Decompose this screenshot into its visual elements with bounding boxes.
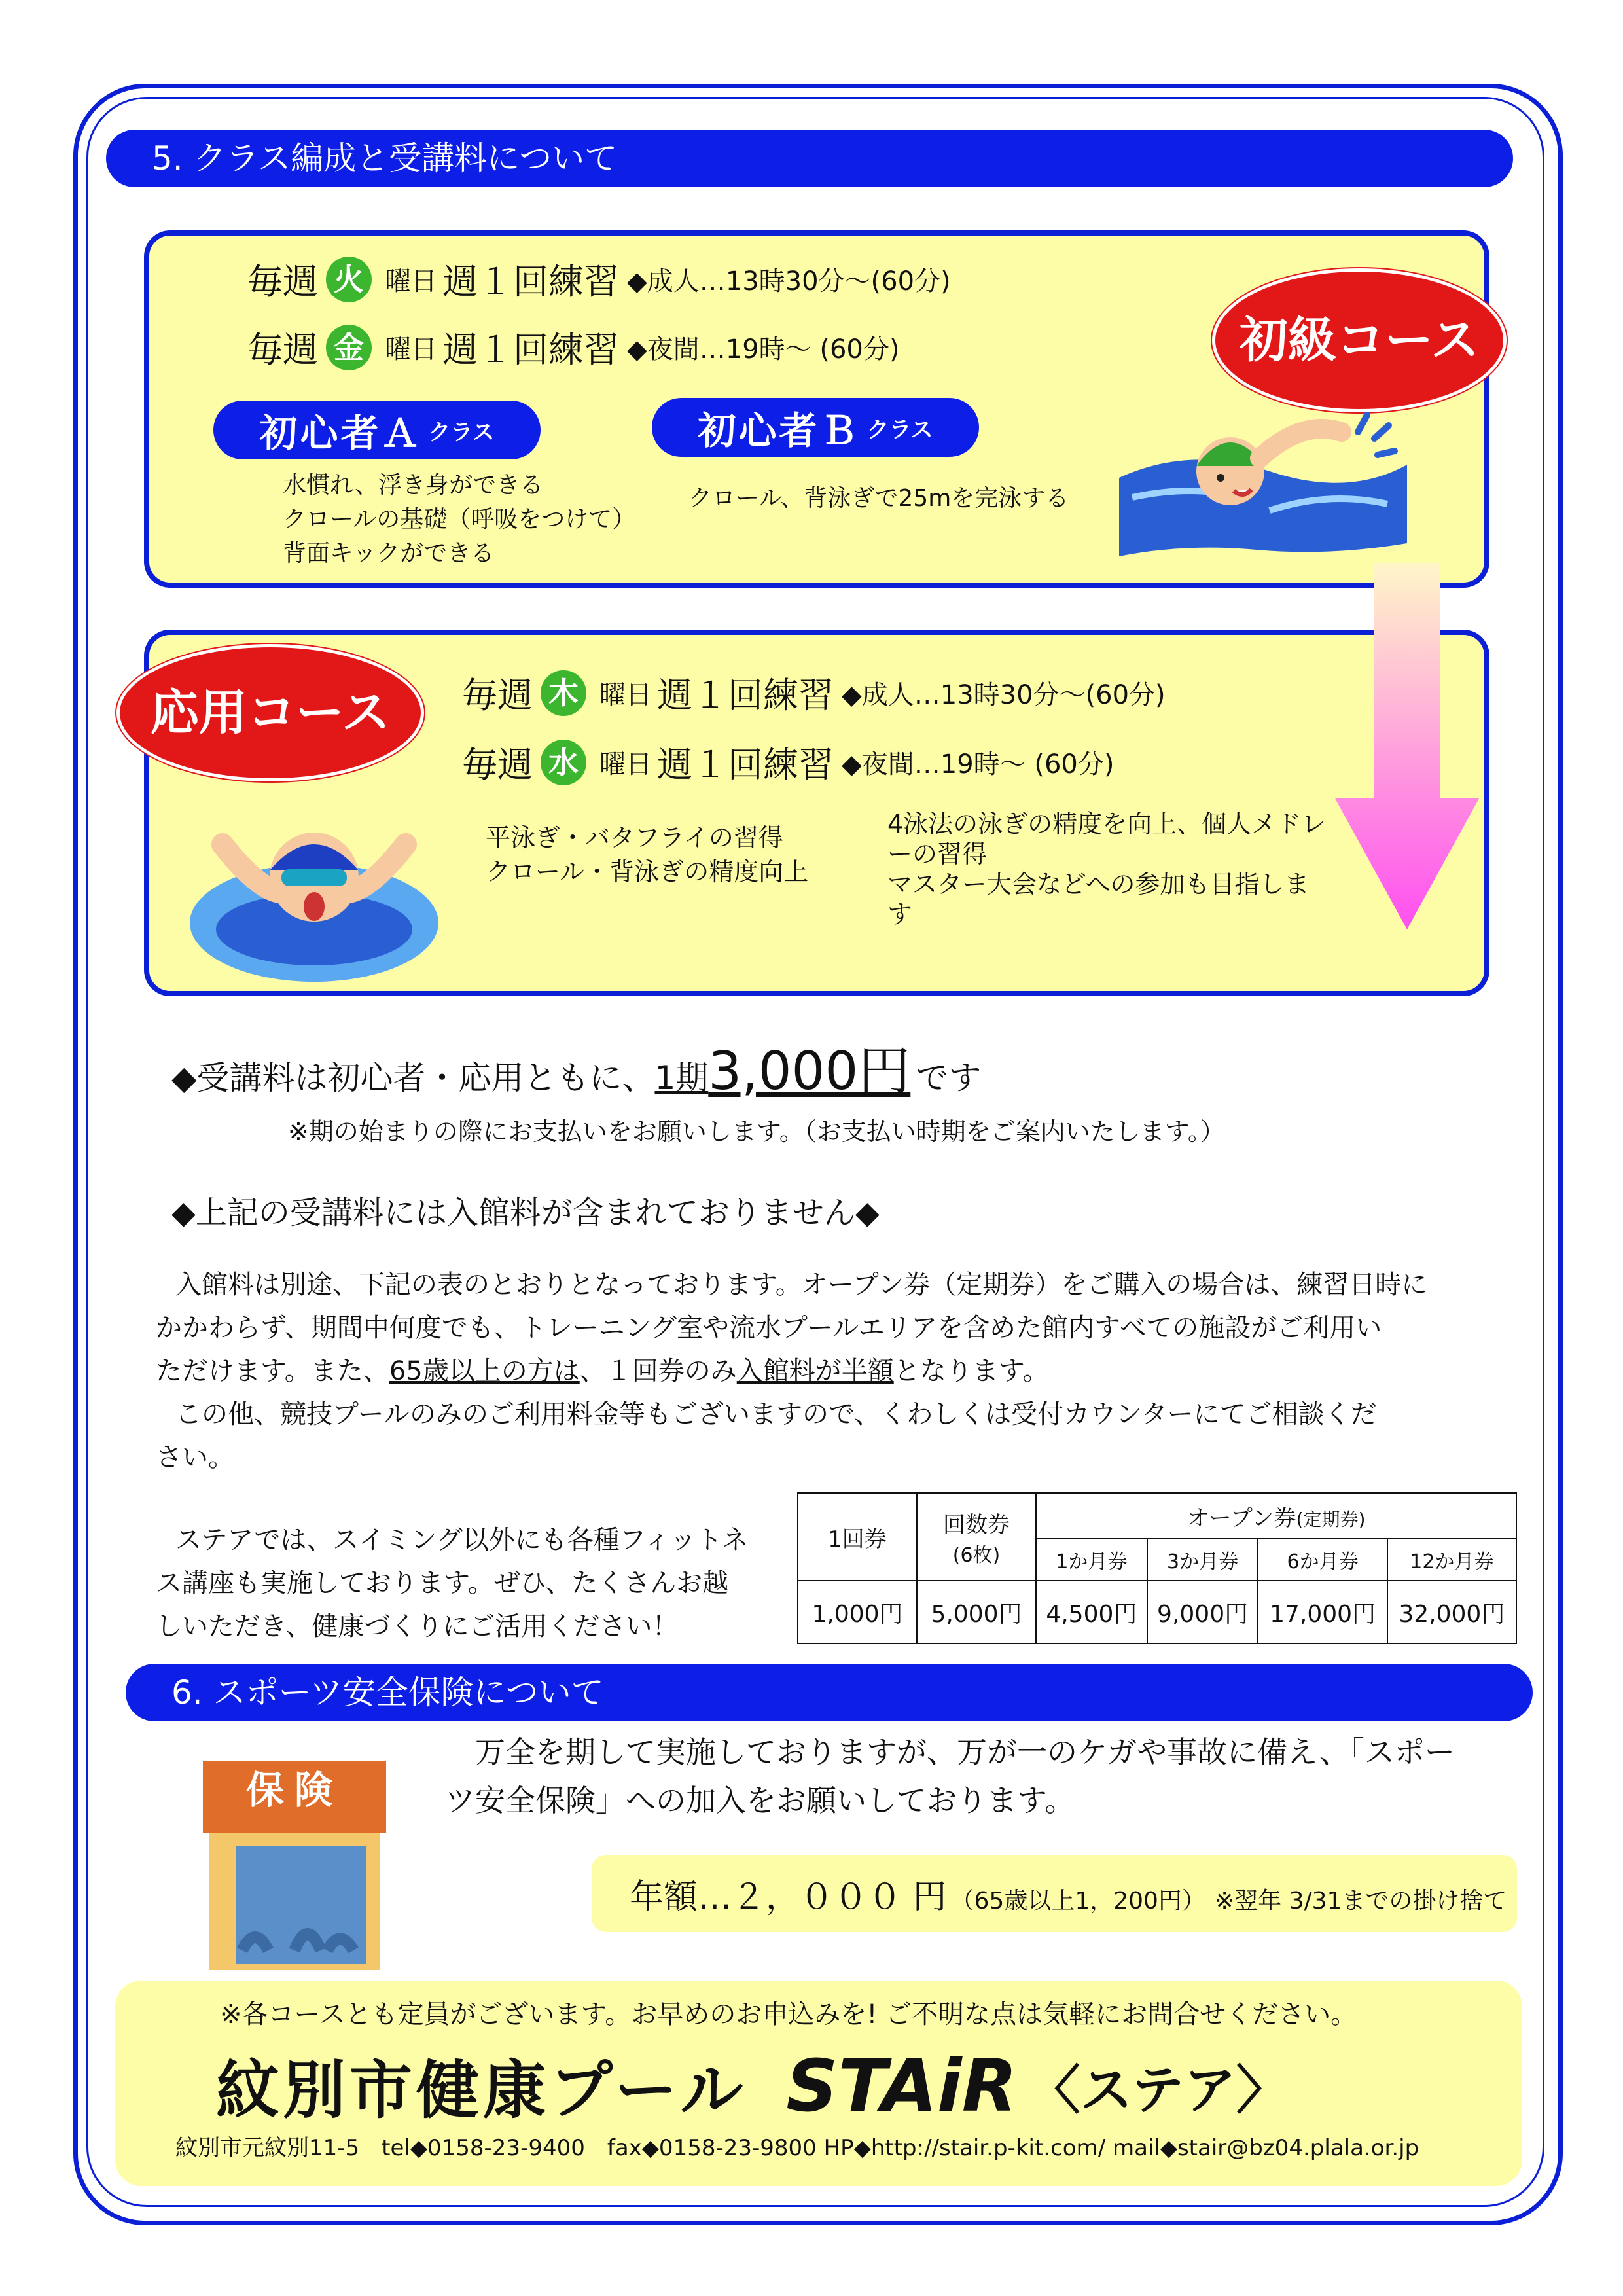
- insurance-sign: 保険: [245, 1768, 343, 1812]
- open-6month-header: 6か月券: [1258, 1539, 1387, 1581]
- swimmer-butterfly-illustration: [183, 792, 445, 988]
- advanced-description-right: 4泳法の泳ぎの精度を向上、個人メドレ ーの習得 マスター大会などへの参加も目指しま す: [887, 810, 1327, 929]
- swimmer-crawl-illustration: [1113, 393, 1414, 563]
- advanced-schedule-row-2: 毎週 水 曜日 週１回練習 ◆夜間…19時～ (60分): [462, 737, 1114, 787]
- advanced-schedule-row-1: 毎週 木 曜日 週１回練習 ◆成人…13時30分～(60分): [462, 668, 1166, 718]
- insurance-text: 万全を期して実施しておりますが、万が一のケガや事故に備え、「スポー ツ安全保険」への加入をお願いしております。: [445, 1734, 1455, 1818]
- section6-title: 6. スポーツ安全保険について: [171, 1674, 604, 1712]
- footer-title: [216, 2041, 1289, 2130]
- day-thursday-badge: 木: [541, 670, 586, 716]
- open-3month-header: 3か月券: [1147, 1539, 1258, 1581]
- section5-title-bar: [106, 130, 1513, 187]
- beginner-course-badge: 初級コース: [1212, 268, 1507, 412]
- fee-period: 1期: [654, 1059, 709, 1097]
- insurance-fee-line: 年額…２，０００ 円 （65歳以上1，200円） ※翌年 3/31までの掛け捨て: [630, 1878, 1507, 1917]
- class-a-pill: 初心者Ａ クラス: [213, 401, 541, 459]
- class-b-pill: 初心者Ｂ クラス: [652, 398, 979, 457]
- fitness-paragraph: ステアでは、スイミング以外にも各種フィットネ ス講座も実施しております。ぜひ、たくさんお越 しいただき、健康づくりにご活用ください！: [156, 1525, 749, 1641]
- day-friday-badge: 金: [326, 325, 372, 370]
- brand-logo: STAiR: [786, 2043, 1018, 2128]
- fee-amount: 3,000円: [708, 1041, 911, 1102]
- entry-fee-paragraph: 入館料は別途、下記の表のとおりとなっております。オープン券（定期券）をご購入の場合は、練習日時に かかわらず、期間中何度でも、トレーニング室や流水プールエリアを含めた館内すべての施設がご利用い ただけます。また、65歳以上の方は、１回券のみ入館料が半額となります。 この他、競技プールのみのご利用料金等もございますので、くわしくは受付カウンターにてご相談くだ さい。: [156, 1270, 1428, 1473]
- open-1month-header: 1か月券: [1036, 1539, 1147, 1581]
- entry-fee-heading: ◆上記の受講料には入館料が含まれておりません◆: [171, 1194, 880, 1231]
- fee-line: ◆受講料は初心者・応用ともに、 1期 3,000円 です: [171, 1029, 981, 1104]
- progression-arrow: [1335, 563, 1479, 929]
- day-tuesday-badge: 火: [326, 257, 372, 302]
- facility-name: 紋別市健康プール: [216, 2054, 747, 2127]
- beginner-schedule-row-1: 毎週 火 曜日 週１回練習 ◆成人…13時30分～(60分): [247, 254, 951, 304]
- coupon-ticket-header: 回数券 (6枚): [917, 1493, 1036, 1581]
- class-a-description: 水慣れ、浮き身ができる クロールの基礎（呼吸をつけて） 背面キックができる: [283, 472, 636, 567]
- beginner-schedule-row-2: 毎週 金 曜日 週１回練習 ◆夜間…19時～ (60分): [247, 322, 899, 372]
- open-12month-header: 12か月券: [1387, 1539, 1516, 1581]
- footer-notice: ※各コースとも定員がございます。お早めのお申込みを! ご不明な点は気軽にお問合せください。: [220, 2000, 1357, 2030]
- advanced-description-left: 平泳ぎ・バタフライの習得 クロール・背泳ぎの精度向上: [486, 823, 809, 886]
- single-ticket-header: 1回券: [798, 1493, 917, 1581]
- open-ticket-header: オープン券(定期券): [1036, 1493, 1516, 1539]
- table-row: 1,000円 5,000円 4,500円 9,000円 17,000円 32,000円: [798, 1581, 1516, 1643]
- fee-note: ※期の始まりの際にお支払いをお願いします。（お支払い時期をご案内いたします。）: [288, 1117, 1225, 1146]
- class-b-description: クロール、背泳ぎで25mを完泳する: [688, 485, 1069, 512]
- section6-title-bar: [126, 1664, 1533, 1721]
- section5-title: 5. クラス編成と受講料について: [152, 139, 618, 177]
- brand-kana: 〈ステア〉: [1027, 2060, 1289, 2121]
- entry-fee-table: [797, 1492, 1517, 1644]
- day-wednesday-badge: 水: [541, 740, 586, 785]
- footer-contact: 紋別市元紋別11-5 tel◆0158-23-9400 fax◆0158-23-9800 HP◆http://stair.p-kit.com/ mail◆stair@bz04.plala.or.jp: [175, 2135, 1419, 2161]
- advanced-course-badge: 応用コース: [116, 644, 424, 781]
